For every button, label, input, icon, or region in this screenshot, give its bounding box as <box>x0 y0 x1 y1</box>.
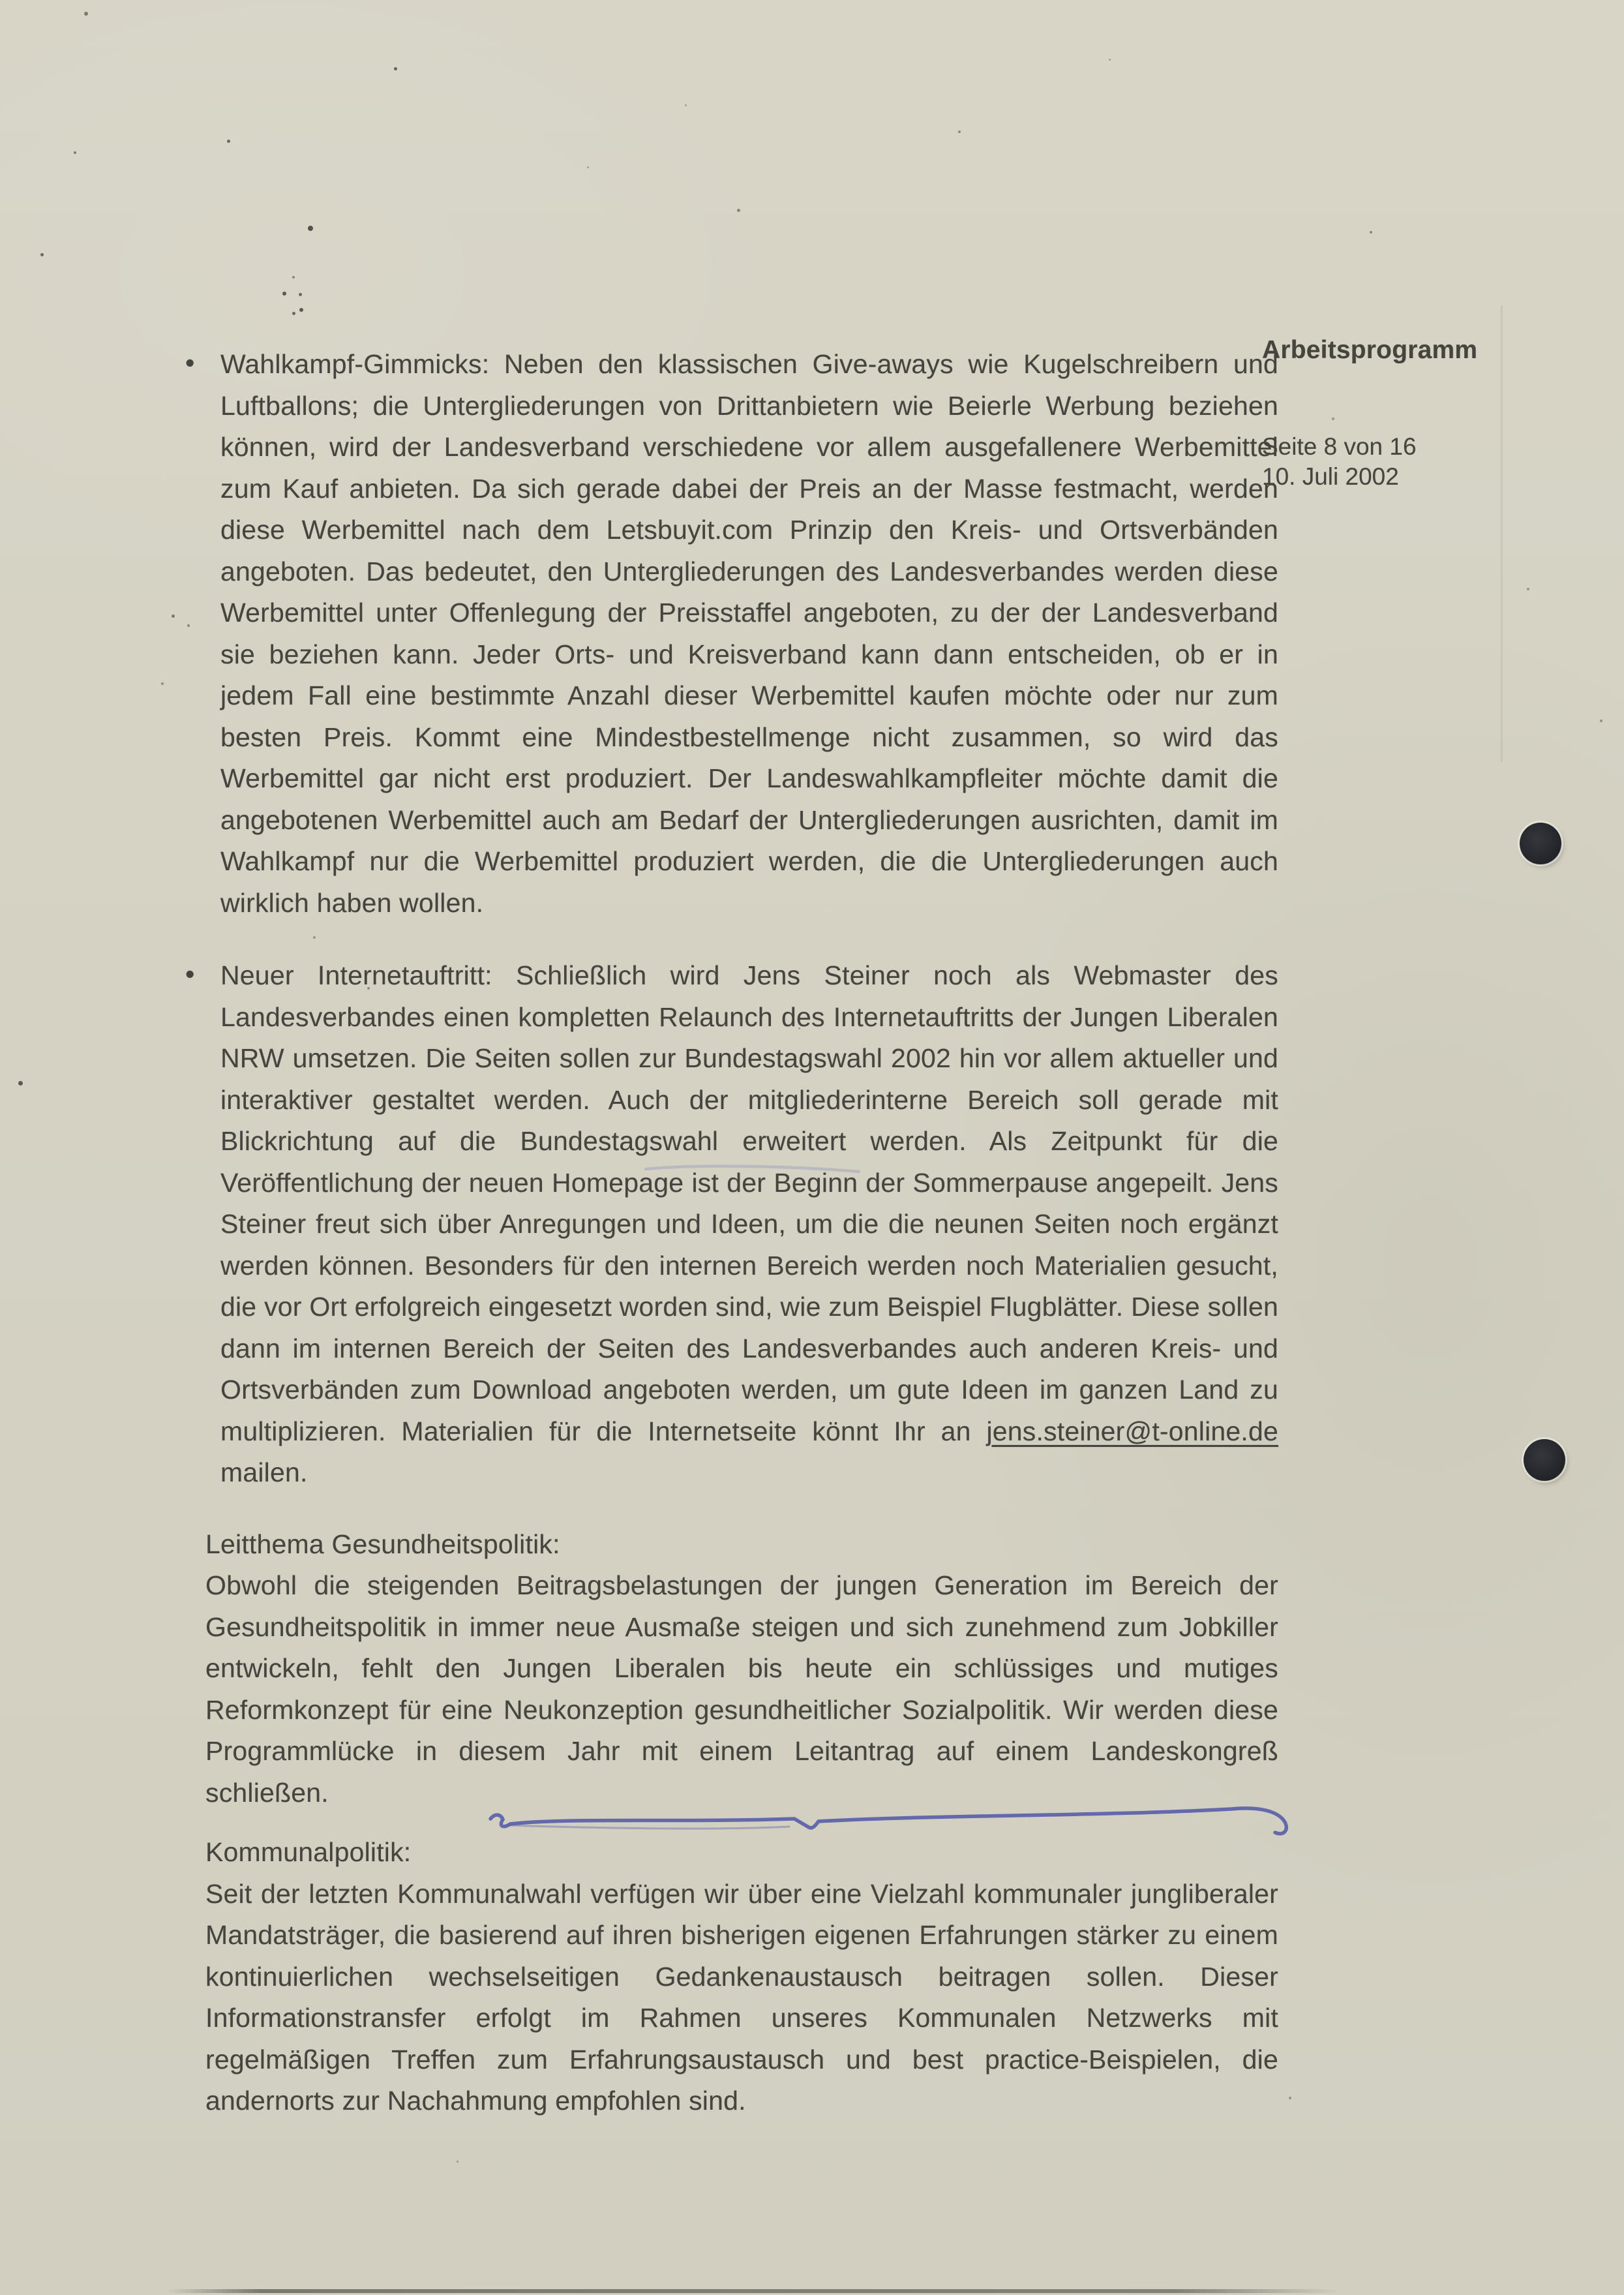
email-address: jens.steiner@t-online.de <box>986 1416 1278 1446</box>
paper-speck <box>292 312 295 315</box>
section-paragraph: Seit der letzten Kommunalwahl verfügen wir über eine Vielzahl kommunaler jungliberaler Mandatsträger, die basierend auf ihren bisherigen eigenen Erfahrungen stärker zu einem kontinuierlichen wechselseitigen Gedankenaustausch beitragen sollen. Dieser Informationstransfer erfolgt im Rahmen unseres Kommunalen Netzwerks mit regelmäßigen Treffen zum Erfahrungsaustausch und best practice-Beispielen, die andernorts zur Nachahmung empfohlen sind. <box>205 1878 1278 2116</box>
paragraph-text: Wahlkampf-Gimmicks: Neben den klassischen Give-aways wie Kugelschreibern und Luftballons; die Untergliederungen von Drittanbietern wie Beierle Werbung beziehen können, wird der Landesverband verschiedene vor allem ausgefallenere Werbemittel zum Kauf anbieten. Da sich gerade dabei der Preis an der Masse festmacht, werden diese Werbemittel nach dem Letsbuyit.com Prinzip den Kreis- und Ortsverbänden angeboten. Das bedeutet, den Untergliederungen des Landesverbandes werden diese Werbemittel unter Offenlegung der Preisstaffel angeboten, zu der der Landesverband sie beziehen kann. Jeder Orts- und Kreisverband kann dann entscheiden, ob er in jedem Fall eine bestimmte Anzahl dieser Werbemittel kaufen möchte oder nur zum besten Preis. Kommt eine Mindestbestellmenge nicht zusammen, so wird das Werbemittel gar nicht erst produziert. Der Landeswahlkampfleiter möchte damit die angebotenen Werbemittel auch am Bedarf der Untergliederungen ausrichten, damit im Wahlkampf nur die Werbemittel produziert werden, die die Untergliederungen auch wirklich haben wollen. <box>220 349 1278 918</box>
section-heading-gesundheitspolitik: Leitthema Gesundheitspolitik: <box>205 1528 560 1559</box>
document-body <box>185 344 1278 2140</box>
section-paragraph: Obwohl die steigenden Beitragsbelastungen der jungen Generation im Bereich der Gesundheitspolitik in immer neue Ausmaße steigen und sich zunehmend zum Jobkiller entwickeln, fehlt den Jungen Liberalen bis heute ein schlüssiges und mutiges Reformkonzept für eine Neukonzeption gesundheitlicher Sozialpolitik. Wir werden diese Programmlücke in diesem Jahr mit einem Leitantrag auf einem Landeskongreß schließen. <box>205 1570 1278 1808</box>
paper-speck <box>685 104 687 106</box>
paper-speck <box>292 276 295 279</box>
paper-speck <box>367 987 370 990</box>
paper-speck <box>187 624 190 627</box>
hole-punch <box>1524 1439 1565 1481</box>
document-date: 10. Juli 2002 <box>1262 463 1399 490</box>
paper-speck <box>161 682 164 685</box>
paper-speck <box>282 292 286 296</box>
paper-speck <box>84 12 88 16</box>
paper-speck <box>1370 231 1372 234</box>
bullet-icon: • <box>185 348 195 378</box>
list-item <box>185 955 1278 1494</box>
paper-speck <box>299 293 302 296</box>
paper-speck <box>1332 418 1334 420</box>
paper-speck <box>40 253 44 256</box>
paper-speck <box>313 936 316 939</box>
paper-speck <box>958 130 961 133</box>
paper-speck <box>737 209 740 212</box>
paper-speck <box>227 140 230 143</box>
hole-punch <box>1520 823 1561 864</box>
paper-speck <box>308 226 313 231</box>
paragraph-text: mailen. <box>220 1457 308 1487</box>
paper-speck <box>457 2161 459 2163</box>
paper-speck <box>394 67 397 70</box>
page-indicator: Seite 8 von 16 <box>1262 433 1417 460</box>
page-meta <box>1262 432 1417 492</box>
paper-speck <box>172 615 175 618</box>
paper-speck <box>1527 588 1529 590</box>
paper-speck <box>74 151 76 154</box>
faint-pen-smudge <box>642 1160 864 1179</box>
paper-speck <box>798 1027 800 1029</box>
paper-speck <box>18 1081 23 1086</box>
document-title: Arbeitsprogramm <box>1262 336 1478 364</box>
bullet-icon: • <box>185 959 195 989</box>
paper-speck <box>1600 720 1602 722</box>
paper-speck <box>587 166 589 168</box>
pen-underline-annotation <box>483 1798 1324 1857</box>
paper-speck <box>1289 2097 1291 2099</box>
paper-crease <box>1501 305 1503 762</box>
paper-speck <box>1109 59 1111 61</box>
paragraph-text: Neuer Internetauftritt: Schließlich wird Jens Steiner noch als Webmaster des Landesverbandes einen kompletten Relaunch des Internetauftritts der Jungen Liberalen NRW umsetzen. Die Seiten sollen zur Bundestagswahl 2002 hin vor allem aktueller und interaktiver gestaltet werden. Auch der mitgliederinterne Bereich soll gerade mit Blickrichtung auf die Bundestagswahl erweitert werden. Als Zeitpunkt für die Veröffentlichung der neuen Homepage ist der Beginn der Sommerpause angepeilt. Jens Steiner freut sich über Anregungen und Ideen, um die die neunen Seiten noch ergänzt werden können. Besonders für den internen Bereich werden noch Materialien gesucht, die vor Ort erfolgreich eingesetzt worden sind, wie zum Beispiel Flugblätter. Diese sollen dann im internen Bereich der Seiten des Landesverbandes auch anderen Kreis- und Ortsverbänden zum Download angeboten werden, um gute Ideen im ganzen Land zu multiplizieren. Materialien für die Internetseite könnt Ihr an <box>220 960 1278 1446</box>
list-item <box>185 344 1278 924</box>
section-heading-kommunalpolitik: Kommunalpolitik: <box>205 1837 412 1867</box>
scan-edge-shadow <box>166 2289 1340 2293</box>
paper-speck <box>299 308 303 312</box>
